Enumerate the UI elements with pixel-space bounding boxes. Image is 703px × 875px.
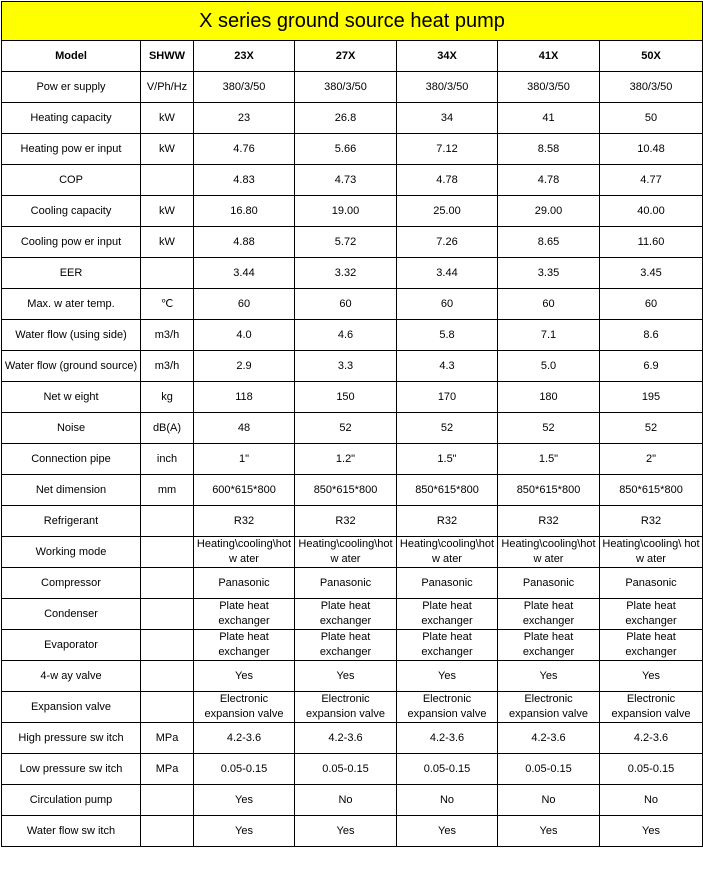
row-value: Electronic expansion valve <box>397 692 498 723</box>
model-header-27x: 27X <box>295 41 397 72</box>
row-value: 50 <box>600 103 703 134</box>
table-row <box>2 816 703 847</box>
row-unit: dB(A) <box>141 413 194 444</box>
table-row <box>2 258 703 289</box>
model-header: Model <box>2 41 141 72</box>
row-unit: kW <box>141 227 194 258</box>
row-value: 150 <box>295 382 397 413</box>
row-value: 4.78 <box>397 165 498 196</box>
row-value: Plate heat exchanger <box>397 630 498 661</box>
row-value: Plate heat exchanger <box>295 630 397 661</box>
row-value: Heating\cooling\ hot w ater <box>600 537 703 568</box>
row-value: 4.2-3.6 <box>498 723 600 754</box>
header-row <box>2 41 703 72</box>
row-value: 4.83 <box>194 165 295 196</box>
row-value: Electronic expansion valve <box>498 692 600 723</box>
model-header-23x: 23X <box>194 41 295 72</box>
row-label: Compressor <box>2 568 141 599</box>
row-value: 23 <box>194 103 295 134</box>
row-unit: MPa <box>141 723 194 754</box>
row-unit: kW <box>141 103 194 134</box>
row-value: 4.6 <box>295 320 397 351</box>
row-value: Electronic expansion valve <box>600 692 703 723</box>
row-value: Heating\cooling\hot w ater <box>397 537 498 568</box>
row-unit: kW <box>141 196 194 227</box>
row-label: Net dimension <box>2 475 141 506</box>
row-value: 4.76 <box>194 134 295 165</box>
row-value: 4.2-3.6 <box>295 723 397 754</box>
row-unit: m3/h <box>141 351 194 382</box>
row-unit <box>141 568 194 599</box>
row-value: 380/3/50 <box>194 72 295 103</box>
table-row <box>2 351 703 382</box>
row-value: 41 <box>498 103 600 134</box>
row-value: R32 <box>397 506 498 537</box>
row-value: 170 <box>397 382 498 413</box>
row-value: 60 <box>498 289 600 320</box>
row-value: 19.00 <box>295 196 397 227</box>
row-label: Evaporator <box>2 630 141 661</box>
row-value: 25.00 <box>397 196 498 227</box>
row-value: 5.0 <box>498 351 600 382</box>
row-value: 48 <box>194 413 295 444</box>
row-value: 52 <box>295 413 397 444</box>
table-row <box>2 444 703 475</box>
table-row <box>2 196 703 227</box>
row-value: 1.5" <box>498 444 600 475</box>
row-value: 4.73 <box>295 165 397 196</box>
row-label: Max. w ater temp. <box>2 289 141 320</box>
row-unit: MPa <box>141 754 194 785</box>
row-value: 0.05-0.15 <box>498 754 600 785</box>
row-value: Yes <box>194 661 295 692</box>
row-value: Plate heat exchanger <box>397 599 498 630</box>
table-row <box>2 723 703 754</box>
row-value: 380/3/50 <box>600 72 703 103</box>
row-value: 3.44 <box>194 258 295 289</box>
row-label: Cooling pow er input <box>2 227 141 258</box>
row-value: Yes <box>397 816 498 847</box>
row-value: 0.05-0.15 <box>194 754 295 785</box>
row-value: Plate heat exchanger <box>194 599 295 630</box>
row-unit <box>141 506 194 537</box>
row-value: 5.72 <box>295 227 397 258</box>
row-value: 6.9 <box>600 351 703 382</box>
row-value: 600*615*800 <box>194 475 295 506</box>
table-row <box>2 413 703 444</box>
row-value: Heating\cooling\hot w ater <box>194 537 295 568</box>
row-value: Panasonic <box>498 568 600 599</box>
table-row <box>2 320 703 351</box>
row-value: 2.9 <box>194 351 295 382</box>
row-value: Yes <box>498 816 600 847</box>
row-label: Noise <box>2 413 141 444</box>
table-row <box>2 475 703 506</box>
row-value: 118 <box>194 382 295 413</box>
row-value: 60 <box>194 289 295 320</box>
row-label: Expansion valve <box>2 692 141 723</box>
row-value: 8.65 <box>498 227 600 258</box>
row-value: 3.44 <box>397 258 498 289</box>
table-row <box>2 382 703 413</box>
row-value: 4.3 <box>397 351 498 382</box>
row-value: 180 <box>498 382 600 413</box>
row-value: Panasonic <box>397 568 498 599</box>
row-value: 3.3 <box>295 351 397 382</box>
table-row <box>2 630 703 661</box>
row-value: Heating\cooling\hot w ater <box>295 537 397 568</box>
row-value: No <box>498 785 600 816</box>
row-value: Yes <box>498 661 600 692</box>
row-value: Yes <box>194 785 295 816</box>
unit-header: SHWW <box>141 41 194 72</box>
row-unit <box>141 630 194 661</box>
row-value: 26.8 <box>295 103 397 134</box>
table-row <box>2 754 703 785</box>
row-value: 29.00 <box>498 196 600 227</box>
row-unit <box>141 692 194 723</box>
row-unit <box>141 816 194 847</box>
row-value: Yes <box>600 661 703 692</box>
row-value: 11.60 <box>600 227 703 258</box>
row-label: Condenser <box>2 599 141 630</box>
row-value: 5.66 <box>295 134 397 165</box>
row-label: Cooling capacity <box>2 196 141 227</box>
row-value: R32 <box>600 506 703 537</box>
row-value: 4.88 <box>194 227 295 258</box>
row-unit: m3/h <box>141 320 194 351</box>
row-value: 0.05-0.15 <box>600 754 703 785</box>
row-value: 4.77 <box>600 165 703 196</box>
row-unit: ℃ <box>141 289 194 320</box>
row-value: 4.2-3.6 <box>600 723 703 754</box>
row-value: Plate heat exchanger <box>600 630 703 661</box>
row-value: R32 <box>295 506 397 537</box>
row-value: 3.32 <box>295 258 397 289</box>
row-value: 3.45 <box>600 258 703 289</box>
row-label: Heating capacity <box>2 103 141 134</box>
row-value: 34 <box>397 103 498 134</box>
row-label: Water flow sw itch <box>2 816 141 847</box>
row-value: 8.58 <box>498 134 600 165</box>
row-value: 60 <box>397 289 498 320</box>
row-value: Panasonic <box>600 568 703 599</box>
row-value: No <box>397 785 498 816</box>
row-value: 40.00 <box>600 196 703 227</box>
row-value: R32 <box>498 506 600 537</box>
table-title: X series ground source heat pump <box>2 2 703 41</box>
table-row <box>2 661 703 692</box>
row-value: 0.05-0.15 <box>397 754 498 785</box>
row-value: Heating\cooling\hot w ater <box>498 537 600 568</box>
row-value: 52 <box>498 413 600 444</box>
row-value: Plate heat exchanger <box>600 599 703 630</box>
table-row <box>2 692 703 723</box>
spec-body <box>2 72 703 847</box>
row-label: Working mode <box>2 537 141 568</box>
row-value: 850*615*800 <box>295 475 397 506</box>
row-value: 850*615*800 <box>600 475 703 506</box>
row-label: EER <box>2 258 141 289</box>
row-unit <box>141 258 194 289</box>
row-value: 10.48 <box>600 134 703 165</box>
row-value: 1.2" <box>295 444 397 475</box>
row-value: Electronic expansion valve <box>194 692 295 723</box>
row-value: 5.8 <box>397 320 498 351</box>
row-unit <box>141 661 194 692</box>
row-unit: kg <box>141 382 194 413</box>
model-header-41x: 41X <box>498 41 600 72</box>
row-value: 195 <box>600 382 703 413</box>
row-value: 4.2-3.6 <box>397 723 498 754</box>
row-value: 380/3/50 <box>295 72 397 103</box>
row-value: 60 <box>295 289 397 320</box>
row-value: 52 <box>600 413 703 444</box>
row-value: 7.26 <box>397 227 498 258</box>
row-value: 3.35 <box>498 258 600 289</box>
row-value: 8.6 <box>600 320 703 351</box>
row-label: Water flow (using side) <box>2 320 141 351</box>
row-label: Water flow (ground source) <box>2 351 141 382</box>
table-row <box>2 227 703 258</box>
row-value: 7.1 <box>498 320 600 351</box>
row-label: Refrigerant <box>2 506 141 537</box>
row-label: High pressure sw itch <box>2 723 141 754</box>
row-unit <box>141 785 194 816</box>
row-label: COP <box>2 165 141 196</box>
table-row <box>2 599 703 630</box>
model-header-34x: 34X <box>397 41 498 72</box>
row-unit: kW <box>141 134 194 165</box>
row-label: Net w eight <box>2 382 141 413</box>
row-value: Panasonic <box>194 568 295 599</box>
row-value: Panasonic <box>295 568 397 599</box>
row-value: 4.78 <box>498 165 600 196</box>
table-row <box>2 103 703 134</box>
row-value: 850*615*800 <box>397 475 498 506</box>
row-value: 2" <box>600 444 703 475</box>
row-unit: mm <box>141 475 194 506</box>
row-value: 16.80 <box>194 196 295 227</box>
table-row <box>2 785 703 816</box>
row-value: 1" <box>194 444 295 475</box>
row-value: 850*615*800 <box>498 475 600 506</box>
table-row <box>2 72 703 103</box>
row-label: Connection pipe <box>2 444 141 475</box>
row-value: Plate heat exchanger <box>498 630 600 661</box>
table-row <box>2 506 703 537</box>
row-value: Yes <box>295 816 397 847</box>
row-label: Pow er supply <box>2 72 141 103</box>
table-row <box>2 165 703 196</box>
row-value: R32 <box>194 506 295 537</box>
row-value: 380/3/50 <box>397 72 498 103</box>
row-value: No <box>600 785 703 816</box>
table-row <box>2 568 703 599</box>
row-value: 4.0 <box>194 320 295 351</box>
row-value: 4.2-3.6 <box>194 723 295 754</box>
row-value: No <box>295 785 397 816</box>
row-value: Plate heat exchanger <box>194 630 295 661</box>
row-label: Heating pow er input <box>2 134 141 165</box>
row-label: Low pressure sw itch <box>2 754 141 785</box>
row-value: 52 <box>397 413 498 444</box>
row-label: 4-w ay valve <box>2 661 141 692</box>
row-value: Yes <box>295 661 397 692</box>
row-value: Yes <box>194 816 295 847</box>
row-value: Electronic expansion valve <box>295 692 397 723</box>
row-unit <box>141 165 194 196</box>
row-value: Yes <box>397 661 498 692</box>
table-row <box>2 134 703 165</box>
spec-table <box>1 1 703 847</box>
row-value: 7.12 <box>397 134 498 165</box>
row-value: 60 <box>600 289 703 320</box>
table-row <box>2 537 703 568</box>
row-unit: V/Ph/Hz <box>141 72 194 103</box>
model-header-50x: 50X <box>600 41 703 72</box>
row-value: 0.05-0.15 <box>295 754 397 785</box>
row-unit <box>141 599 194 630</box>
row-value: Plate heat exchanger <box>498 599 600 630</box>
row-value: Plate heat exchanger <box>295 599 397 630</box>
row-value: 1.5" <box>397 444 498 475</box>
row-value: 380/3/50 <box>498 72 600 103</box>
table-row <box>2 289 703 320</box>
row-label: Circulation pump <box>2 785 141 816</box>
row-value: Yes <box>600 816 703 847</box>
row-unit <box>141 537 194 568</box>
row-unit: inch <box>141 444 194 475</box>
